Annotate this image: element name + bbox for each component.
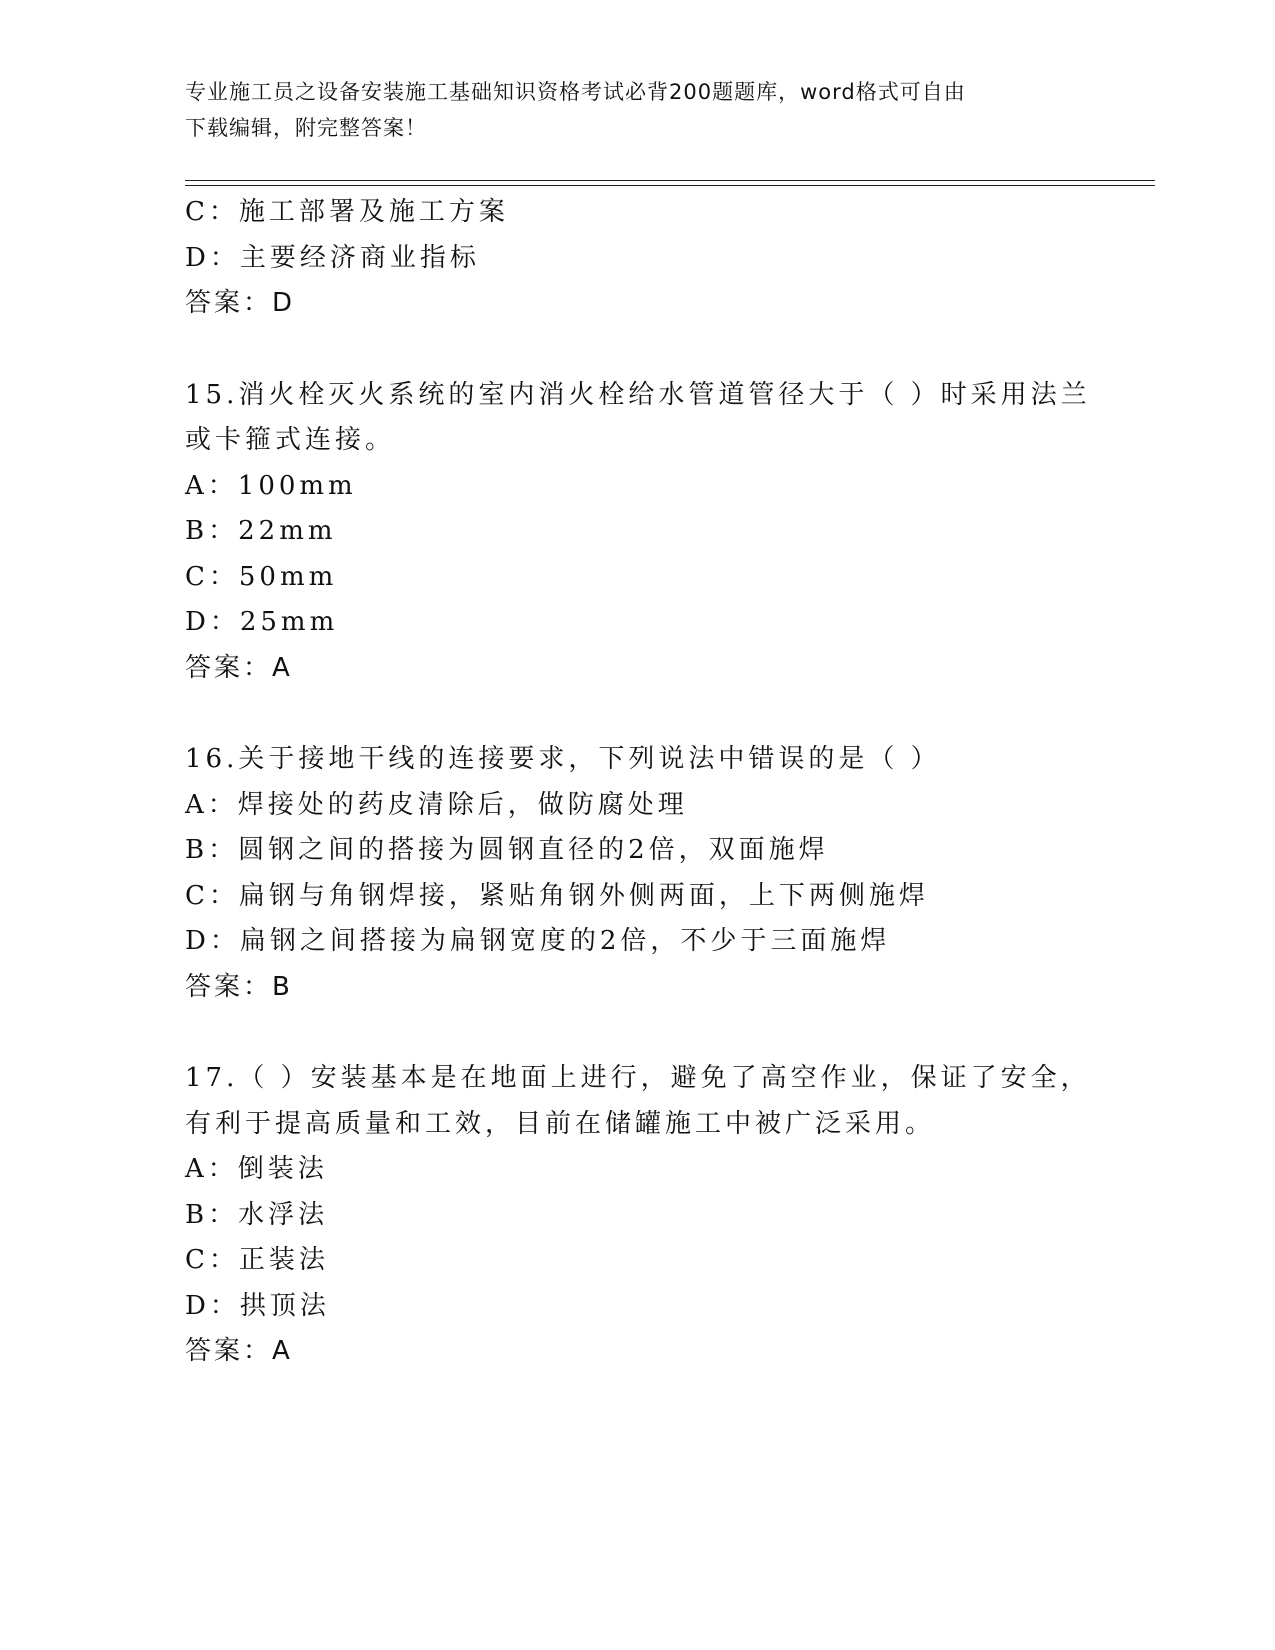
answer-line: 答案：A: [185, 1336, 293, 1366]
spacer: [185, 327, 1105, 373]
option-b: B：水浮法: [185, 1199, 329, 1230]
option-c: C：扁钢与角钢焊接，紧贴角钢外侧两面，上下两侧施焊: [185, 880, 929, 911]
option-c: C：正装法: [185, 1245, 329, 1275]
question-stem-line: 或卡箍式连接。: [185, 425, 396, 455]
question-stem-line: 16.关于接地干线的连接要求，下列说法中错误的是（ ）: [185, 744, 941, 774]
option-d: D：主要经济商业指标: [185, 242, 480, 273]
option-a: A：倒装法: [185, 1154, 328, 1184]
spacer: [185, 691, 1105, 737]
question-stem-line: 15.消火栓灭火系统的室内消火栓给水管道管径大于（ ）时采用法兰: [185, 379, 1091, 410]
answer-line: 答案：D: [185, 288, 296, 318]
option-b: B：22mm: [185, 516, 337, 546]
question-block-15: [185, 373, 1105, 692]
header-title-line-1: 专业施工员之设备安装施工基础知识资格考试必背200题题库，word格式可自由: [185, 80, 966, 104]
option-c: C：50mm: [185, 561, 338, 592]
option-a: A：100mm: [185, 470, 357, 501]
document-header: [185, 74, 1085, 146]
option-b: B：圆钢之间的搭接为圆钢直径的2倍，双面施焊: [185, 835, 829, 865]
option-d: D：扁钢之间搭接为扁钢宽度的2倍，不少于三面施焊: [185, 926, 891, 956]
header-title-line-2: 下载编辑，附完整答案！: [185, 116, 427, 140]
option-d: D：25mm: [185, 607, 339, 637]
question-block-17: [185, 1056, 1105, 1375]
question-stem-line: 有利于提高质量和工效，目前在储罐施工中被广泛采用。: [185, 1108, 936, 1139]
option-a: A：焊接处的药皮清除后，做防腐处理: [185, 789, 688, 820]
spacer: [185, 1010, 1105, 1056]
question-stem-line: 17.（ ）安装基本是在地面上进行，避免了高空作业，保证了安全，: [185, 1063, 1091, 1093]
answer-line: 答案：B: [185, 971, 293, 1002]
option-c: C：施工部署及施工方案: [185, 197, 509, 227]
header-divider-bottom: [185, 185, 1155, 186]
answer-line: 答案：A: [185, 652, 293, 683]
option-d: D：拱顶法: [185, 1290, 330, 1321]
question-block-carryover: [185, 190, 1105, 327]
question-list: [185, 190, 1105, 1375]
question-block-16: [185, 737, 1105, 1010]
header-divider-top: [185, 180, 1155, 181]
